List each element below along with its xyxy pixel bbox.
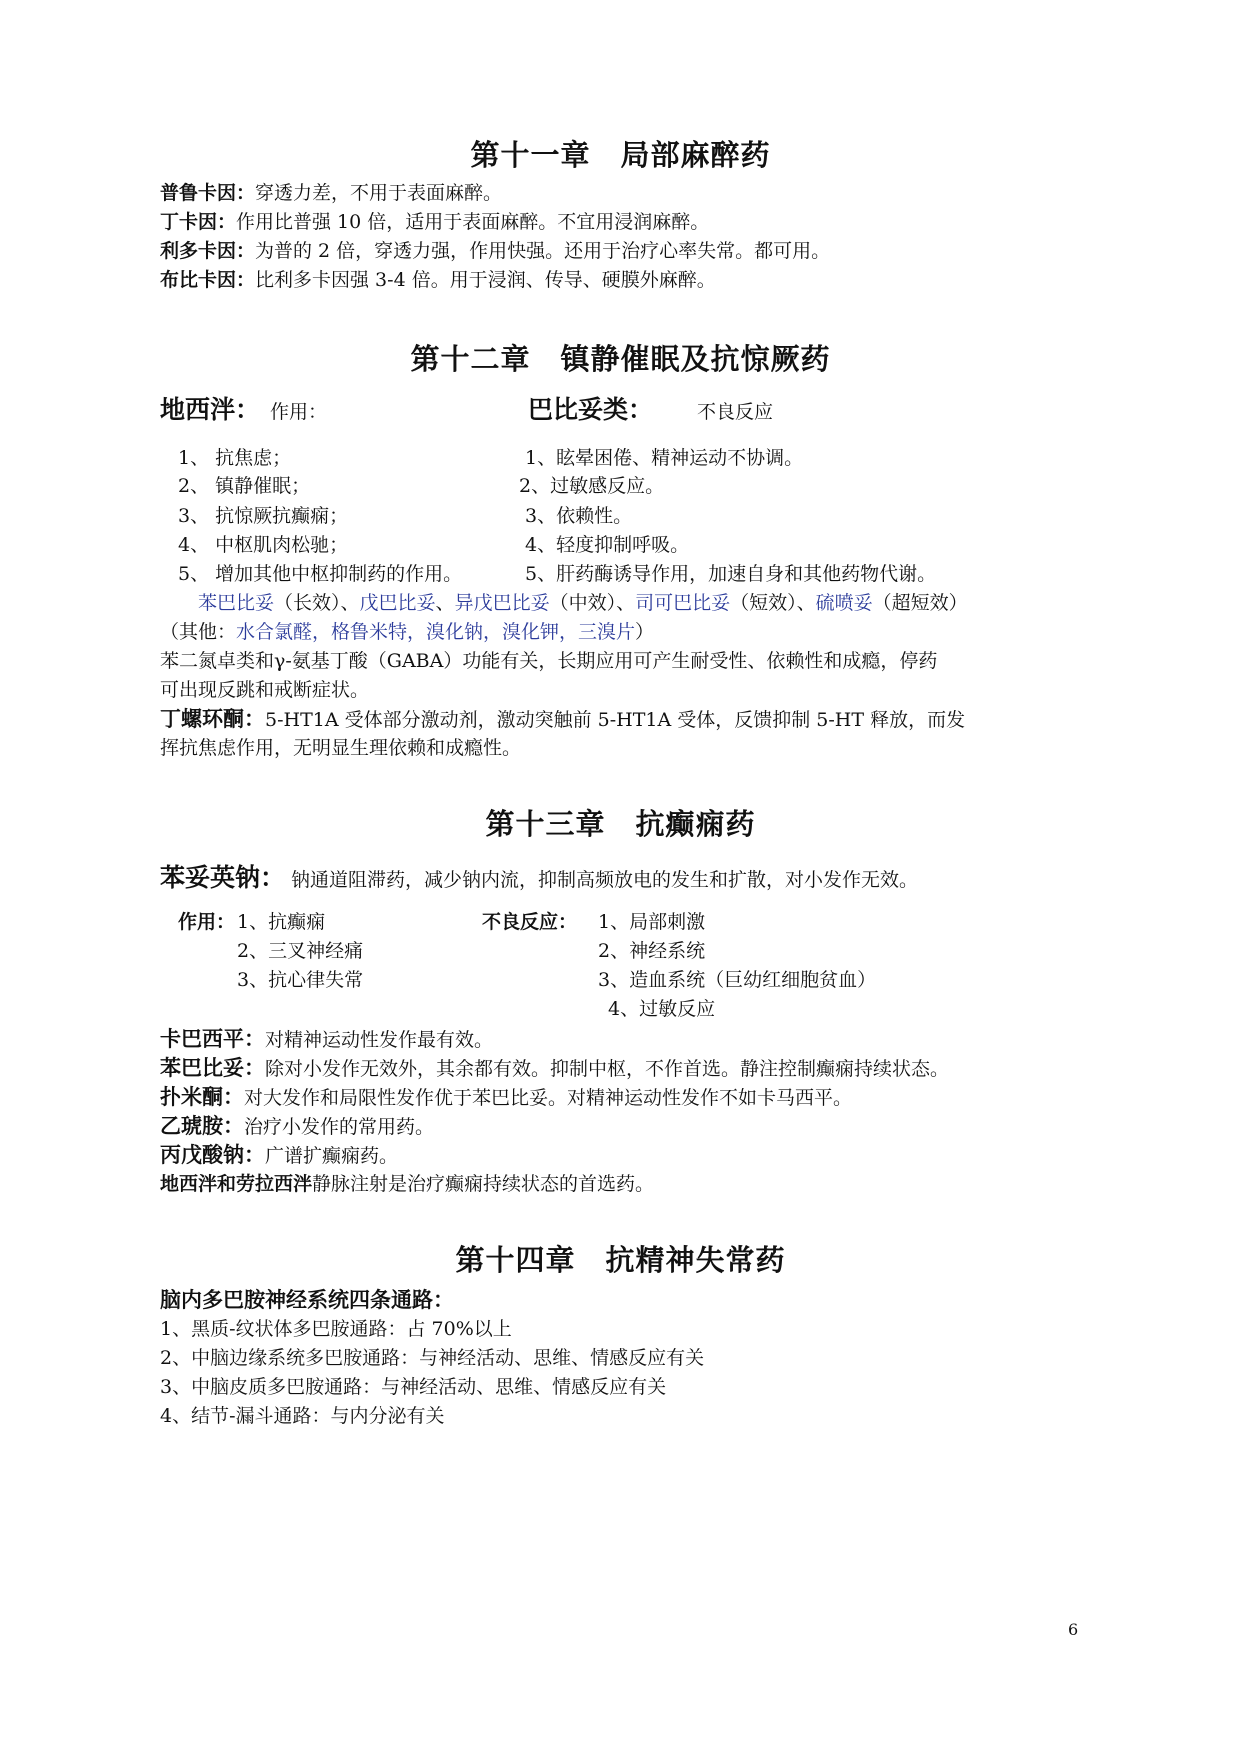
ch11-item-bupivacaine (160, 268, 716, 292)
barbiturate-adverse: 4、轻度抑制呼吸。 (525, 534, 690, 556)
effect-item: 1、抗癫痫 (237, 911, 326, 933)
diazepam-effect: 2、 镇静催眠； (178, 475, 311, 497)
drug-phenobarbital (160, 1056, 949, 1081)
barbiturate-adverse: 3、依赖性。 (525, 505, 633, 527)
ch11-item-tetracaine (160, 210, 709, 234)
effect-item: 2、三叉神经痛 (237, 940, 364, 962)
page-number: 6 (1068, 1620, 1079, 1639)
ch11-item-procaine (160, 181, 502, 205)
drug-text: 作用比普强 10 倍，适用于表面麻醉。不宜用浸润麻醉。 (236, 211, 710, 233)
drug-text: 5-HT1A 受体部分激动剂，激动突触前 5-HT1A 受体，反馈抑制 5-HT 释放，而发 (265, 709, 966, 731)
barbiturate-adverse: 2、过敏感反应。 (519, 475, 665, 497)
diazepam-effect: 5、 增加其他中枢抑制药的作用。 (178, 563, 463, 585)
drug-name: 卡巴西平： (160, 1027, 265, 1051)
other-sedatives (160, 620, 654, 644)
duration-label: （超短效） (872, 592, 968, 614)
drug-text: 静脉注射是治疗癫痫持续状态的首选药。 (312, 1173, 655, 1195)
drug-text: 治疗小发作的常用药。 (244, 1116, 435, 1138)
barbiturate-adverse: 1、眩晕困倦、精神运动不协调。 (525, 447, 804, 469)
drug-name: 丙戊酸钠： (160, 1143, 265, 1167)
drug-ethosuximide (160, 1114, 434, 1139)
ch11-item-lidocaine (160, 239, 830, 263)
section-label: 不良反应 (697, 401, 774, 423)
duration-label: （短效）、 (730, 592, 816, 614)
chapter-13-title: 第十三章 抗癫痫药 (485, 807, 756, 841)
drug-amobarbital: 异戊巴比妥 (454, 592, 550, 614)
effects-label: 作用： (178, 911, 236, 933)
drug-carbamazepine (160, 1027, 493, 1052)
phenytoin-paragraph (160, 863, 919, 892)
drug-valproate (160, 1143, 398, 1168)
adverse-item: 4、过敏反应 (608, 998, 716, 1020)
drug-thiopental: 硫喷妥 (815, 592, 873, 614)
drug-name: 普鲁卡因： (160, 182, 256, 204)
adverse-item: 3、造血系统（巨幼红细胞贫血） (598, 969, 877, 991)
drug-text: 为普的 2 倍，穿透力强，作用快强。还用于治疗心率失常。都可用。 (255, 240, 831, 262)
drug-name: 丁螺环酮： (160, 707, 265, 731)
barbiturate-heading (528, 395, 774, 424)
dopamine-pathways-subtitle: 脑内多巴胺神经系统四条通路： (160, 1288, 454, 1312)
chapter-14-title: 第十四章 抗精神失常药 (455, 1243, 786, 1277)
adverse-label: 不良反应： (482, 911, 578, 933)
drug-name: 丁卡因： (160, 211, 237, 233)
drug-phenobarbital: 苯巴比妥 (198, 592, 275, 614)
drug-text: 广谱扩癫痫药。 (265, 1145, 399, 1167)
diazepam-effect: 1、 抗焦虑； (178, 447, 292, 469)
drug-name: 苯妥英钠： (160, 863, 286, 892)
duration-label: （长效）、 (274, 592, 360, 614)
drug-text: 对精神运动性发作最有效。 (265, 1029, 494, 1051)
buspirone-paragraph-line2: 挥抗焦虑作用，无明显生理依赖和成瘾性。 (160, 737, 522, 759)
barbiturate-adverse: 5、肝药酶诱导作用，加速自身和其他药物代谢。 (525, 563, 937, 585)
drug-name: 利多卡因： (160, 240, 256, 262)
chapter-12-title: 第十二章 镇静催眠及抗惊厥药 (410, 342, 831, 376)
drug-name: 苯巴比妥： (160, 1056, 265, 1080)
drug-primidone (160, 1085, 852, 1110)
duration-label: （中效）、 (549, 592, 636, 614)
others-suffix: ） (635, 621, 655, 643)
drug-text: 除对小发作无效外，其余都有效。抑制中枢，不作首选。静注控制癫痫持续状态。 (265, 1058, 950, 1080)
drug-secobarbital: 司可巴比妥 (635, 592, 731, 614)
drug-text: 钠通道阻滞药，减少钠内流，抑制高频放电的发生和扩散，对小发作无效。 (291, 869, 919, 891)
drug-pentobarbital: 戊巴比妥 (359, 592, 436, 614)
diazepam-effect: 4、 中枢肌肉松驰； (178, 534, 349, 556)
chapter-11-title: 第十一章 局部麻醉药 (470, 138, 771, 172)
section-label: 作用： (270, 401, 328, 423)
pathway-item: 1、黑质-纹状体多巴胺通路：占 70%以上 (160, 1318, 512, 1340)
pathway-item: 4、结节-漏斗通路：与内分泌有关 (160, 1405, 445, 1427)
gaba-paragraph-line1: 苯二氮卓类和γ-氨基丁酸（GABA）功能有关，长期应用可产生耐受性、依赖性和成瘾，停药 (160, 650, 938, 672)
drug-name: 地西泮： (160, 395, 261, 424)
adverse-item: 2、神经系统 (598, 940, 706, 962)
drug-text: 比利多卡因强 3-4 倍。用于浸润、传导、硬膜外麻醉。 (255, 269, 716, 291)
effect-item: 3、抗心律失常 (237, 969, 364, 991)
drug-name: 布比卡因： (160, 269, 256, 291)
gaba-paragraph-line2: 可出现反跳和戒断症状。 (160, 679, 370, 701)
others-list: 水合氯醛，格鲁米特，溴化钠，溴化钾，三溴片 (236, 621, 636, 643)
pathway-item: 3、中脑皮质多巴胺通路：与神经活动、思维、情感反应有关 (160, 1376, 667, 1398)
separator: 、 (435, 592, 455, 614)
adverse-item: 1、局部刺激 (598, 911, 706, 933)
pathway-item: 2、中脑边缘系统多巴胺通路：与神经活动、思维、情感反应有关 (160, 1347, 705, 1369)
status-epilepticus-note (160, 1172, 654, 1196)
barbiturate-list (198, 591, 968, 615)
drug-name: 乙琥胺： (160, 1114, 244, 1138)
drug-text: 对大发作和局限性发作优于苯巴比妥。对精神运动性发作不如卡马西平。 (244, 1087, 853, 1109)
diazepam-heading (160, 395, 328, 424)
drug-name: 巴比妥类： (528, 395, 654, 424)
drug-name: 地西泮和劳拉西泮 (160, 1173, 313, 1195)
diazepam-effect: 3、 抗惊厥抗癫痫； (178, 505, 349, 527)
drug-name: 扑米酮： (160, 1085, 244, 1109)
others-prefix: （其他： (160, 621, 237, 643)
drug-text: 穿透力差，不用于表面麻醉。 (255, 182, 503, 204)
buspirone-paragraph (160, 707, 965, 732)
